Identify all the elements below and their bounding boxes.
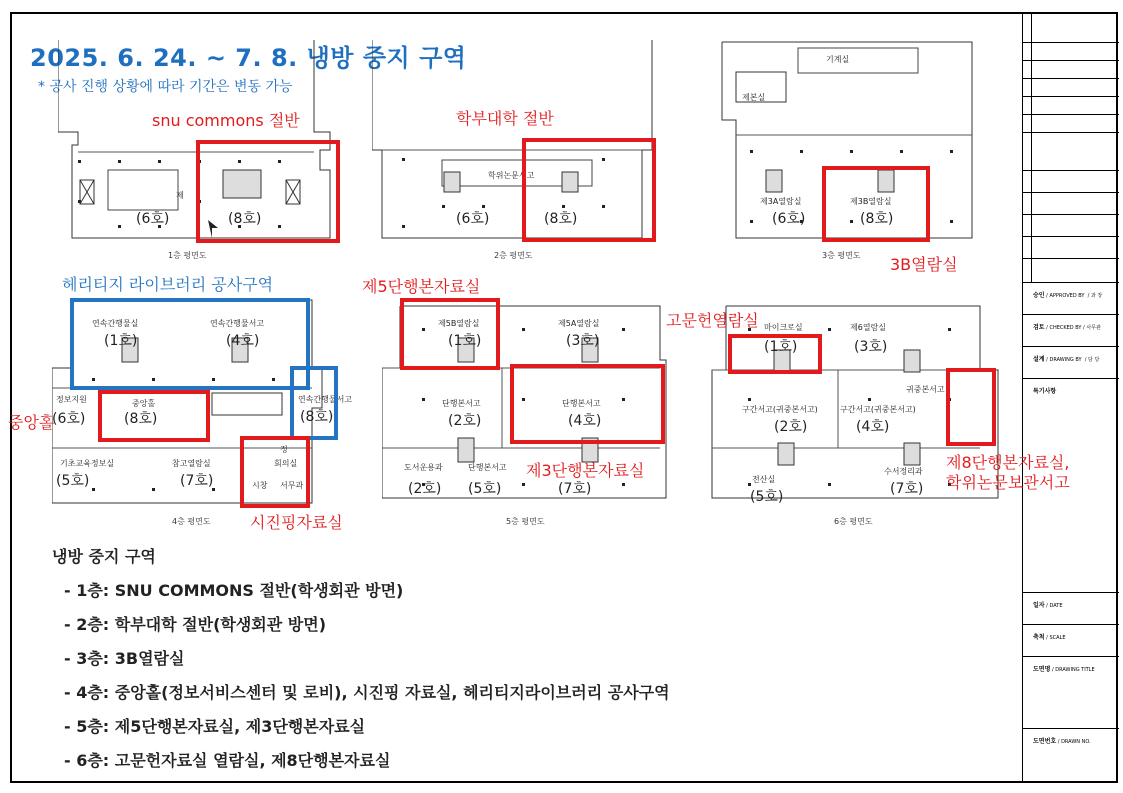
tb-drawn: 설계 / DRAWING BY / 담 당 <box>1033 356 1100 363</box>
tb-blank <box>1023 12 1119 142</box>
floor-plan-5: 제5B열람실 제5A열람실 단행본서고 단행본서고 도서운용과 단행본서고 (1호) (3호) (2호) (4호) (2호) (5호) (7호) 5층 평면도 <box>382 298 672 530</box>
tb-checked: 검토 / CHECKED BY / 사무관 <box>1033 324 1101 331</box>
summary-item: - 3층: 3B열람실 <box>64 649 185 668</box>
tb-notes: 특기사항 <box>1033 388 1057 395</box>
label-commons: snu commons 절반 <box>152 111 300 130</box>
floor-caption: 5층 평면도 <box>506 517 545 526</box>
label-xi-jinping: 시진핑자료실 <box>250 513 343 532</box>
summary-item: - 1층: SNU COMMONS 절반(학생회관 방면) <box>64 581 404 600</box>
page-title: 2025. 6. 24. ~ 7. 8. 냉방 중지 구역 <box>30 44 467 72</box>
zone-f6-8 <box>946 368 996 446</box>
summary-item: - 5층: 제5단행본자료실, 제3단행본자료실 <box>64 717 366 736</box>
label-heritage: 헤리티지 라이브러리 공사구역 <box>62 275 274 294</box>
zone-f4-central-hall <box>98 390 210 442</box>
zone-f5-3 <box>510 364 665 444</box>
floor-plan-3: 기계실 제본실 제3A열람실 제3B열람실 (6호) (8호) 3층 평면도 <box>700 40 990 260</box>
label-3rd-books: 제3단행본자료실 <box>526 461 645 480</box>
label-rare-books: 고문헌열람실 <box>666 311 759 330</box>
floor-plan-1: 제 (6호) (8호) 1층 평면도 <box>58 40 340 260</box>
zone-f1-commons <box>196 140 340 243</box>
summary-item: - 6층: 고문헌자료실 열람실, 제8단행본자료실 <box>64 751 391 770</box>
floor-plan-4: 연속간행물실 연속간행물서고 정보지원 중앙홀 연속간행물서고 기초교육정보실 참고열람실 회의실 시창 서무과 정 (1호) (4호) (8호) (8호) (5호) (7호) (6호) 4층 평면도 <box>52 298 342 530</box>
floor-plan-6: 마이크로실 제6열람실 구간서고(귀중본서고) 구간서고(귀중본서고) 귀중본서고 수서정리과 전산실 (1호) (3호) (2호) (4호) (5호) (7호) 6층 평면도 <box>708 298 1008 530</box>
zone-f3-3b <box>822 166 930 242</box>
zone-f5-5 <box>400 298 500 370</box>
summary-list <box>52 540 670 778</box>
summary-heading: 냉방 중지 구역 <box>52 547 156 566</box>
summary-item: - 2층: 학부대학 절반(학생회관 방면) <box>64 615 327 634</box>
floor-caption: 3층 평면도 <box>822 251 861 260</box>
label-5th-books: 제5단행본자료실 <box>362 277 481 296</box>
tb-drawing-no: 도면번호 / DRAWN NO. <box>1033 738 1091 745</box>
title-block <box>1022 12 1119 783</box>
summary-item: - 4층: 중앙홀(정보서비스센터 및 로비), 시진핑 자료실, 헤리티지라이브러리 공사구역 <box>64 683 670 702</box>
label-thesis-storage: 학위논문보관서고 <box>946 473 1070 492</box>
zone-f4-heritage <box>70 298 310 390</box>
tb-approved: 승인 / APPROVED BY / 과 장 <box>1033 292 1103 299</box>
zone-f6-rare <box>728 334 822 374</box>
tb-scale: 축척 / SCALE <box>1033 634 1066 641</box>
label-college: 학부대학 절반 <box>456 109 554 128</box>
floor-plan-2: 학위논문서고 (6호) (8호) 2층 평면도 <box>372 40 662 260</box>
page-subtitle: * 공사 진행 상황에 따라 기간은 변동 가능 <box>38 79 293 95</box>
label-central-hall: 중앙홀 <box>8 413 55 432</box>
zone-f2-college <box>522 138 656 242</box>
floor-caption: 6층 평면도 <box>834 517 873 526</box>
tb-drawing-title: 도면명 / DRAWING TITLE <box>1033 666 1095 673</box>
label-8th-books: 제8단행본자료실, <box>946 453 1070 472</box>
label-3b: 3B열람실 <box>890 255 958 274</box>
tb-date: 일자 / DATE <box>1033 602 1063 609</box>
floor-caption: 1층 평면도 <box>168 251 207 260</box>
floor-caption: 4층 평면도 <box>172 517 211 526</box>
zone-f4-xi-jinping <box>240 436 310 508</box>
floor-caption: 2층 평면도 <box>494 251 533 260</box>
zone-f4-heritage-2 <box>290 366 338 440</box>
